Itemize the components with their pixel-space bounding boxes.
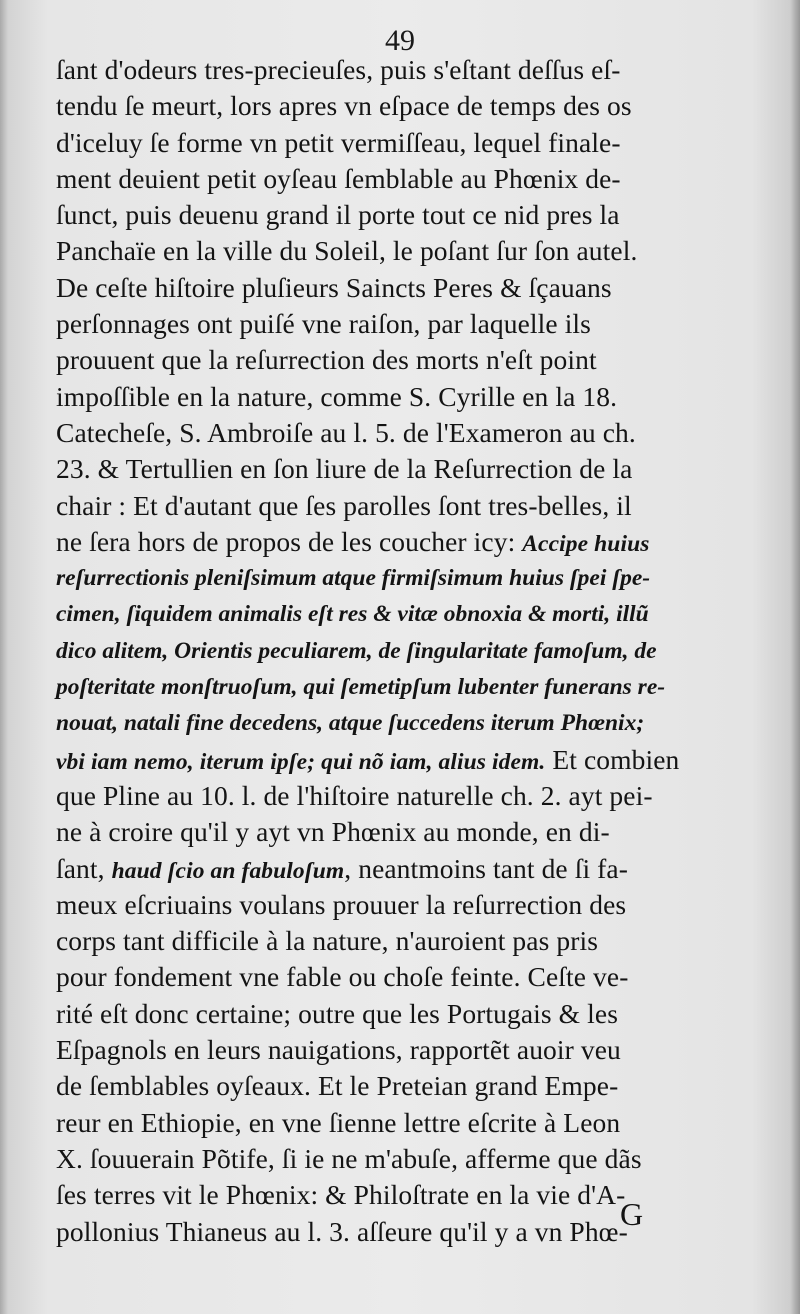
text-line — [56, 1141, 760, 1177]
text-segment: perſonnages ont puiſé vne raiſon, par laquelle ils — [56, 308, 591, 340]
text-line — [56, 959, 760, 995]
text-line — [56, 596, 760, 632]
text-line — [56, 669, 760, 705]
text-line — [56, 851, 760, 887]
text-segment: Eſpagnols en leurs nauigations, rapportẽt auoir veu — [56, 1034, 621, 1066]
text-segment: impoſſible en la nature, comme S. Cyrille en la 18. — [56, 380, 618, 412]
latin-quote-segment: Accipe huius — [522, 530, 650, 557]
text-segment: ſunct, puis deuenu grand il porte tout ce nid pres la — [56, 199, 620, 231]
text-line — [56, 633, 760, 669]
text-line — [56, 451, 760, 487]
text-line — [56, 742, 760, 778]
text-line — [56, 88, 760, 124]
text-line — [56, 342, 760, 378]
text-segment: rité eſt donc certaine; outre que les Portugais & les — [56, 997, 618, 1029]
text-segment: X. ſouuerain Põtife, ſi ie ne m'abuſe, afferme que dãs — [56, 1142, 642, 1174]
text-segment: ſant d'odeurs tres-precieuſes, puis s'eſtant deſſus eſ- — [56, 54, 621, 85]
text-segment: corps tant difficile à la nature, n'auroient pas pris — [56, 925, 598, 957]
signature-mark: G — [620, 1196, 644, 1232]
text-line — [56, 705, 760, 741]
text-line — [56, 270, 760, 306]
text-segment: pollonius Thianeus au l. 3. aſſeure qu'il y a vn Phœ- — [56, 1215, 628, 1247]
text-segment: ne à croire qu'il y ayt vn Phœnix au monde, en di- — [56, 816, 610, 848]
latin-quote-segment: dico alitem, Orientis peculiarem, de ſingularitate famoſum, de — [56, 637, 657, 664]
text-segment: De ceſte hiſtoire pluſieurs Saincts Peres & ſçauans — [56, 271, 612, 303]
text-segment: ment deuient petit oyſeau ſemblable au Phœnix de- — [56, 162, 621, 194]
text-line — [56, 887, 760, 923]
page-edge-shadow-left — [0, 0, 8, 1314]
text-segment: Panchaïe en la ville du Soleil, le poſant ſur ſon autel. — [56, 235, 638, 267]
text-line — [56, 996, 760, 1032]
latin-quote-segment: nouat, natali fine decedens, atque ſuccedens iterum Phœnix; — [56, 710, 645, 737]
text-line — [56, 814, 760, 850]
text-line — [56, 1068, 760, 1104]
text-line — [56, 488, 760, 524]
latin-quote-segment: poſteritate monſtruoſum, qui ſemetipſum lubenter funerans re- — [56, 674, 666, 701]
text-line — [56, 1032, 760, 1068]
text-segment: ſant, — [56, 852, 112, 884]
text-segment: tendu ſe meurt, lors apres vn eſpace de temps des os — [56, 90, 632, 122]
text-segment: de ſemblables oyſeaux. Et le Preteian grand Empe- — [56, 1070, 619, 1102]
text-segment: Et combien — [545, 743, 680, 775]
body-text — [56, 52, 760, 1250]
text-line — [56, 161, 760, 197]
latin-quote-segment: reſurrectionis pleniſsimum atque firmiſsimum huius ſpei ſpe- — [56, 565, 651, 592]
text-segment: prouuent que la reſurrection des morts n'eſt point — [56, 344, 597, 376]
text-line — [56, 52, 760, 88]
page-edge-shadow-right — [790, 0, 800, 1314]
text-line — [56, 306, 760, 342]
text-line — [56, 778, 760, 814]
text-segment: que Pline au 10. l. de l'hiſtoire naturelle ch. 2. ayt pei- — [56, 779, 653, 811]
latin-quote-segment: cimen, ſiquidem animalis eſt res & vitæ obnoxia & morti, illũ — [56, 601, 649, 628]
text-line — [56, 524, 760, 560]
latin-quote-segment: vbi iam nemo, iterum ipſe; qui nõ iam, alius idem. — [56, 748, 546, 775]
text-segment: reur en Ethiopie, en vne ſienne lettre eſcrite à Leon — [56, 1106, 621, 1138]
text-line — [56, 1105, 760, 1141]
text-line — [56, 197, 760, 233]
text-segment: 23. & Tertullien en ſon liure de la Reſurrection de la — [56, 453, 633, 485]
text-segment: ſes terres vit le Phœnix: & Philoſtrate en la vie d'A- — [56, 1179, 626, 1211]
text-segment: Catecheſe, S. Ambroiſe au l. 5. de l'Exameron au ch. — [56, 416, 636, 448]
text-line — [56, 125, 760, 161]
text-segment: ne ſera hors de propos de les coucher icy: — [56, 525, 523, 557]
text-line — [56, 379, 760, 415]
text-segment: d'iceluy ſe forme vn petit vermiſſeau, lequel finale- — [56, 126, 621, 158]
text-segment: chair : Et d'autant que ſes parolles ſont tres-belles, il — [56, 489, 632, 521]
text-segment: , neantmoins tant de ſi fa- — [344, 852, 628, 884]
text-line — [56, 233, 760, 269]
text-line — [56, 415, 760, 451]
text-segment: meux eſcriuains voulans prouuer la reſurrection des — [56, 888, 627, 920]
text-line — [56, 560, 760, 596]
text-segment: pour fondement vne fable ou choſe feinte. Ceſte ve- — [56, 961, 629, 993]
latin-quote-segment: haud ſcio an fabuloſum — [111, 857, 345, 884]
page-number: 49 — [385, 24, 415, 57]
text-line — [56, 923, 760, 959]
